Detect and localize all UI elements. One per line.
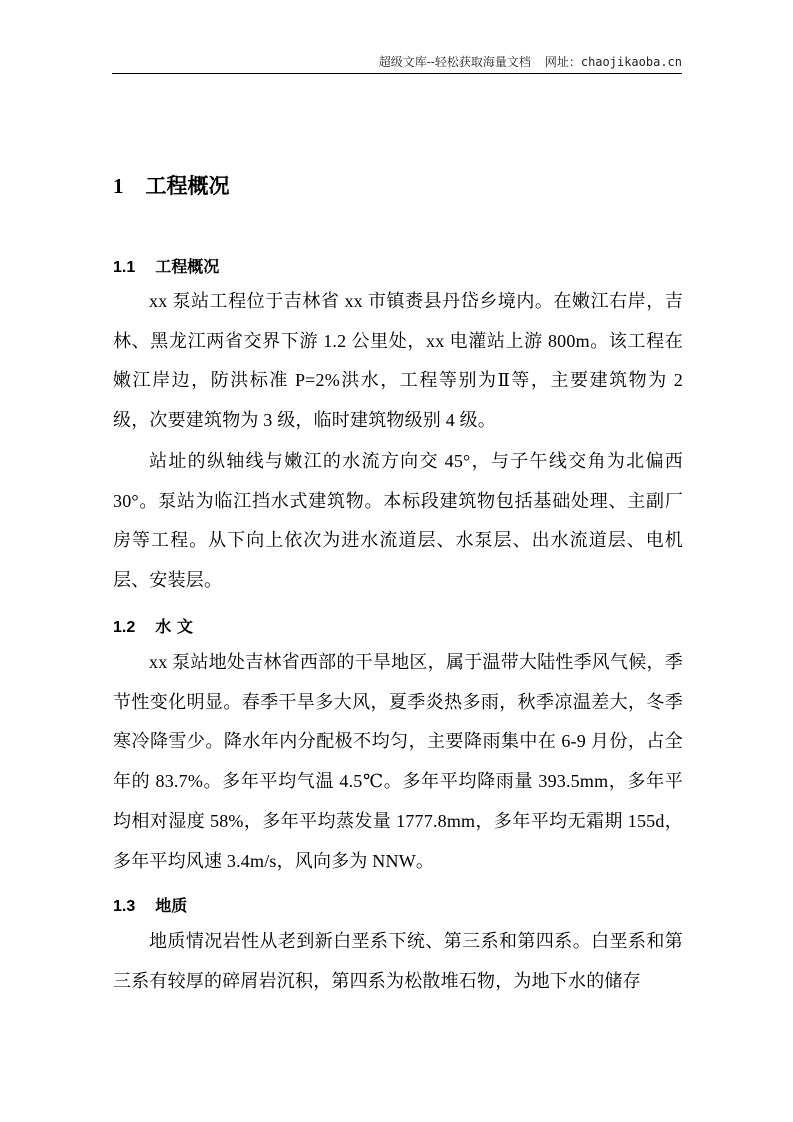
chapter-heading bbox=[113, 172, 230, 200]
section-number: 1.3 bbox=[113, 898, 136, 915]
header-divider bbox=[112, 73, 682, 74]
section-title: 工程概况 bbox=[155, 257, 220, 276]
page-header bbox=[112, 54, 682, 70]
paragraph: 站址的纵轴线与嫩江的水流方向交 45°，与子午线交角为北偏西 30°。泵站为临江挡水式建筑物。本标段建筑物包括基础处理、主副厂房等工程。从下向上依次为进水流道层、水泵层、出水流道层、电机层、安装层。 bbox=[113, 451, 683, 591]
section-title: 水 文 bbox=[155, 617, 193, 636]
section-number: 1.1 bbox=[113, 259, 136, 276]
paragraph: xx 泵站地处吉林省西部的干旱地区，属于温带大陆性季风气候，季节性变化明显。春季干旱多大风，夏季炎热多雨，秋季凉温差大，冬季寒冷降雪少。降水年内分配极不均匀，主要降雨集中在 6-9 月份，占全年的 83.7%。多年平均气温 4.5℃。多年平均降雨量 393.5mm，多年平均相对湿度 58%，多年平均蒸发量 1777.8mm，多年平均无霜期 155d，多年平均风速 3.4m/s，风向多为 NNW。 bbox=[113, 652, 683, 871]
section-heading-1-1 bbox=[113, 256, 219, 279]
paragraph: 地质情况岩性从老到新白垩系下统、第三系和第四系。白垩系和第三系有较厚的碎屑岩沉积，第四系为松散堆石物，为地下水的储存 bbox=[113, 931, 683, 991]
chapter-title: 工程概况 bbox=[145, 174, 230, 198]
paragraph: xx 泵站工程位于吉林省 xx 市镇赉县丹岱乡境内。在嫩江右岸，吉林、黑龙江两省交界下游 1.2 公里处，xx 电灌站上游 800m。该工程在嫩江岸边，防洪标准 P=2%洪水，工程等别为Ⅱ等，主要建筑物为 2 级，次要建筑物为 3 级，临时建筑物级别 4 级。 bbox=[113, 291, 683, 431]
section-number: 1.2 bbox=[113, 619, 136, 636]
header-site-text: 超级文库--轻松获取海量文档 bbox=[378, 55, 531, 69]
url-text: chaojikaoba.cn bbox=[580, 55, 682, 69]
section-title: 地质 bbox=[155, 896, 188, 915]
section-heading-1-3 bbox=[113, 895, 187, 918]
header-url-label bbox=[545, 55, 682, 69]
url-label: 网址： bbox=[544, 55, 581, 69]
section-heading-1-2 bbox=[113, 616, 193, 639]
chapter-number: 1 bbox=[113, 174, 124, 198]
